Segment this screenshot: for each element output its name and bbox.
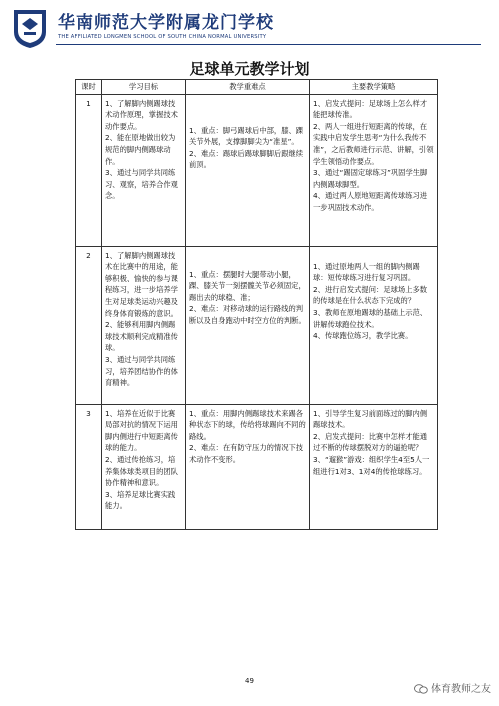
goal-item: 2、能在原地做出较为规范的脚内侧踢球动作。 — [105, 133, 176, 166]
header-goals: 学习目标 — [102, 80, 186, 95]
goal-item: 1、培养在近似于比赛局部对抗的情况下运用脚内侧进行中短距离传球的能力。 — [105, 408, 178, 453]
teaching-plan-table — [75, 79, 438, 530]
goal-item: 3、培养足球比赛实践能力。 — [105, 489, 176, 511]
strategy-item: 1、通过原地两人一组的脚内侧踢球：短传球练习进行复习巩固。 — [313, 261, 420, 283]
header-focus: 教学重难点 — [186, 80, 310, 95]
goal-item: 2、通过传抢练习，培养集体球类项目的团队协作精神和意识。 — [105, 454, 178, 488]
header-lesson: 课时 — [76, 80, 102, 95]
goal-item: 2、能够利用脚内侧踢球技术顺利完成精准传球。 — [105, 320, 178, 353]
focus-item: 1、重点：摆腿时大腿带动小腿，踝、膝关节一刻摆髋关节必须固定，踢出去的球稳、准； — [189, 269, 306, 302]
goal-item: 1、了解脚内侧踢球技术动作原理，掌握技术动作要点。 — [105, 98, 178, 131]
strategy-cell — [310, 404, 438, 529]
goals-cell — [102, 404, 186, 529]
strategy-item: 4、传球跑位练习，教学比赛。 — [313, 331, 413, 341]
goal-item: 3、通过与同学共同练习、观察，培养合作观念。 — [105, 168, 178, 201]
watermark-text: 体育教师之友 — [431, 684, 491, 695]
focus-item: 1、重点：脚弓踢球后中部，膝、踝关节外展，支撑脚脚尖为“准星”。 — [189, 125, 304, 147]
strategy-item: 3、通过“踢固定球练习”巩固学生脚内侧踢球脚型。 — [313, 168, 428, 189]
lesson-number: 1 — [76, 94, 102, 246]
focus-item: 2、难点：对移动球的运行路线的判断以及自身跑动中时空方位的判断。 — [189, 304, 306, 325]
strategy-item: 4、通过两人原地短距离传球练习进一步巩固技术动作。 — [313, 191, 428, 212]
table-row — [76, 246, 438, 404]
lesson-number: 3 — [76, 404, 102, 529]
strategy-item: 1、启发式提问：足球场上怎么样才能把球传准。 — [313, 98, 428, 120]
focus-item: 2、难点：在有防守压力的情况下技术动作不变形。 — [189, 443, 304, 464]
goal-item: 3、通过与同学共同练习，培养团结协作的体育精神。 — [105, 354, 178, 388]
page-title: 足球单元教学计划 — [189, 60, 310, 78]
goal-item: 1、了解脚内侧踢球技术在比赛中的用途，能够积极、愉快的参与课程练习，进一步培养学生对足球类运动兴趣及终身体育锻炼的意识。 — [105, 250, 178, 318]
strategy-item: 3、“遛猴”游戏：组织学生4至5人一组进行1对3、1对4的传抢球练习。 — [313, 454, 430, 476]
header-divider — [56, 44, 481, 45]
goals-cell — [102, 246, 186, 404]
strategy-cell — [310, 94, 438, 246]
table-header-row — [76, 80, 438, 95]
strategy-item: 3、教师在原地踢球的基础上示范、讲解传球跑位技术。 — [313, 307, 428, 329]
page-number: 49 — [245, 677, 254, 685]
wechat-icon — [414, 684, 428, 694]
watermark — [414, 680, 491, 695]
school-header — [8, 4, 498, 52]
school-name-cn: 华南师范大学附属龙门学校 — [58, 13, 274, 33]
strategy-cell — [310, 246, 438, 404]
goals-cell — [102, 94, 186, 246]
strategy-item: 2、进行启发式提问：足球场上多数的传球是在什么状态下完成的？ — [313, 284, 428, 306]
strategy-item: 2、两人一组进行短距离的传球，在实践中启发学生思考“为什么我传不准”，之后教师进行示范、讲解，引领学生领悟动作要点。 — [313, 121, 434, 166]
table-row — [76, 94, 438, 246]
school-emblem-icon — [10, 6, 50, 50]
strategy-item: 2、启发式提问：比赛中怎样才能通过不断的传球摆脱对方的逼抢呢？ — [313, 431, 428, 453]
focus-cell — [186, 404, 310, 529]
focus-cell — [186, 94, 310, 246]
focus-item: 1、重点：用脚内侧踢球技术来踢各种状态下的球，传给将球踢向不同的路线。 — [189, 408, 306, 441]
strategy-item: 1、引导学生复习前面练过的脚内侧踢球技术。 — [313, 408, 428, 430]
school-name-en: THE AFFILIATED LONGMEN SCHOOL OF SOUTH CHINA NORMAL UNIVERSITY — [58, 34, 267, 40]
lesson-number: 2 — [76, 246, 102, 404]
focus-cell — [186, 246, 310, 404]
focus-item: 2、难点：踢球后踢球脚脚后跟继续前顶。 — [189, 148, 304, 170]
table-row — [76, 404, 438, 529]
header-strategy: 主要教学策略 — [310, 80, 438, 95]
